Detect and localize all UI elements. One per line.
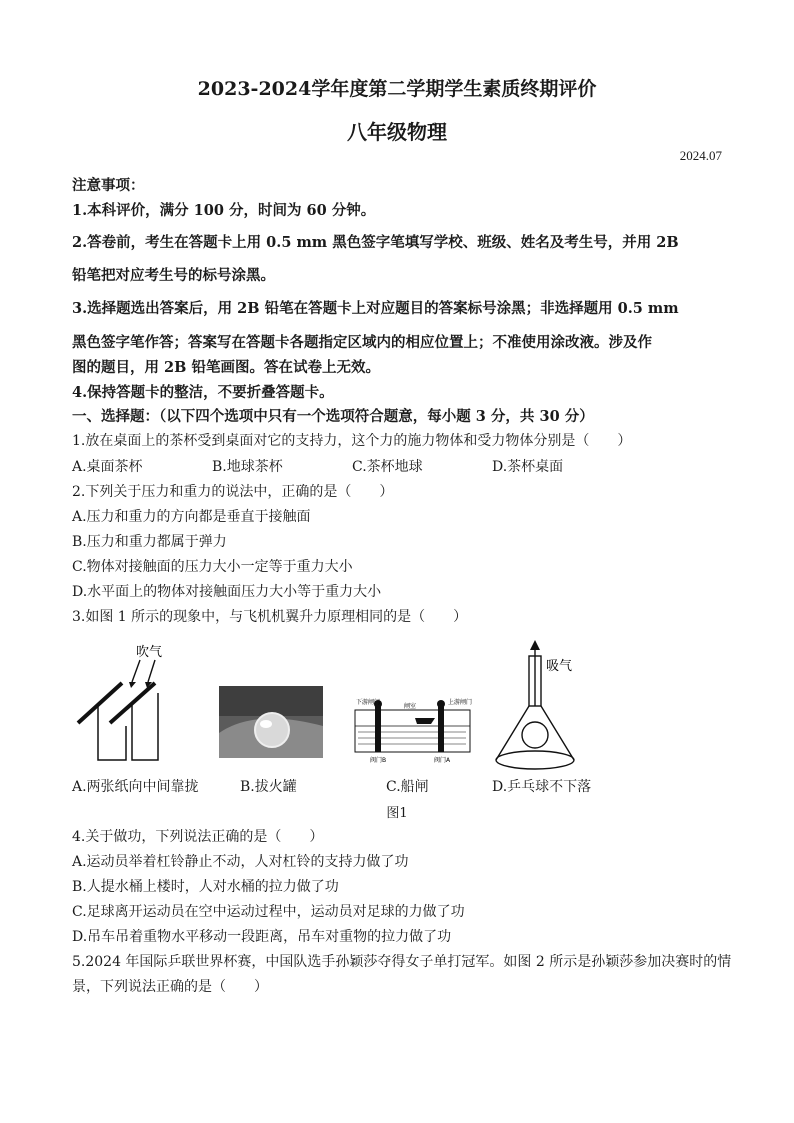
lock-label-chamber: 闸室: [404, 703, 417, 710]
note-2-line2: 铅笔把对应考生号的标号涂黑。: [72, 267, 275, 284]
notes-heading: 注意事项：: [72, 177, 145, 194]
q3-stem: 3.如图 1 所示的现象中，与飞机机翼升力原理相同的是（ ）: [72, 609, 468, 625]
paper-strips-illustration: [78, 645, 162, 760]
funnel-ball-diagram: [496, 640, 574, 769]
q2-option-d: D.水平面上的物体对接触面压力大小等于重力大小: [72, 584, 382, 600]
note-4: 4.保持答题卡的整洁，不要折叠答题卡。: [72, 384, 334, 401]
note-2-line1: 2.答卷前，考生在答题卡上用 0.5 mm 黑色签字笔填写学校、班级、姓名及考生号，并用 2B: [72, 234, 679, 251]
exam-title: 2023-2024学年度第二学期学生素质终期评价: [197, 78, 597, 100]
cupping-photo: [219, 686, 323, 758]
suck-label: 吸气: [546, 659, 573, 674]
blow-label: 吹气: [136, 645, 163, 660]
ship-lock-diagram: [355, 698, 472, 764]
q3-option-c: C.船闸: [386, 779, 429, 795]
q4-stem: 4.关于做功，下列说法正确的是（ ）: [72, 829, 324, 845]
q4-option-a: A.运动员举着杠铃静止不动，人对杠铃的支持力做了功: [72, 854, 409, 870]
note-3-line1: 3.选择题选出答案后，用 2B 铅笔在答题卡上对应题目的答案标号涂黑；非选择题用 0.5 mm: [72, 300, 679, 317]
q3-option-a: A.两张纸向中间靠拢: [72, 779, 199, 795]
q5-stem-line2: 景，下列说法正确的是（ ）: [72, 979, 268, 995]
q2-option-a: A.压力和重力的方向都是垂直于接触面: [72, 509, 311, 525]
figure-1: [0, 638, 794, 788]
q4-option-b: B.人提水桶上楼时，人对水桶的拉力做了功: [72, 879, 339, 895]
q3-option-b: B.拔火罐: [240, 779, 297, 795]
note-3-line3: 图的题目，用 2B 铅笔画图。答在试卷上无效。: [72, 359, 380, 376]
note-3-line2: 黑色签字笔作答；答案写在答题卡各题指定区域内的相应位置上；不准使用涂改液。涉及作: [72, 334, 652, 351]
q1-option-b: B.地球茶杯: [212, 459, 283, 475]
q3-option-d: D.乒乓球不下落: [492, 779, 592, 795]
q1-option-d: D.茶杯桌面: [492, 459, 564, 475]
q2-stem: 2.下列关于压力和重力的说法中，正确的是（ ）: [72, 484, 394, 500]
exam-date: 2024.07: [679, 148, 722, 163]
q4-option-d: D.吊车吊着重物水平移动一段距离，吊车对重物的拉力做了功: [72, 929, 452, 945]
q2-option-b: B.压力和重力都属于弹力: [72, 534, 227, 550]
q1-option-a: A.桌面茶杯: [72, 459, 143, 475]
q5-stem-line1: 5.2024 年国际乒联世界杯赛，中国队选手孙颖莎夺得女子单打冠军。如图 2 所示是孙颖莎参加决赛时的情: [72, 954, 732, 970]
note-1: 1.本科评价，满分 100 分，时间为 60 分钟。: [72, 202, 376, 219]
q1-stem: 1.放在桌面上的茶杯受到桌面对它的支持力，这个力的施力物体和受力物体分别是（ ）: [72, 433, 632, 449]
section-heading: 一、选择题：（以下四个选项中只有一个选项符合题意，每小题 3 分，共 30 分）: [72, 408, 594, 425]
q2-option-c: C.物体对接触面的压力大小一定等于重力大小: [72, 559, 353, 575]
q1-option-c: C.茶杯地球: [352, 459, 423, 475]
lock-label-upstream: 上游闸门: [448, 699, 473, 706]
lock-label-downstream: 下游闸门: [356, 699, 381, 706]
valve-a-label: 阀门A: [434, 757, 451, 764]
valve-b-label: 阀门B: [370, 757, 387, 764]
q4-option-c: C.足球离开运动员在空中运动过程中，运动员对足球的力做了功: [72, 904, 465, 920]
exam-subject: 八年级物理: [347, 120, 447, 144]
figure-1-caption: 图1: [386, 806, 408, 821]
